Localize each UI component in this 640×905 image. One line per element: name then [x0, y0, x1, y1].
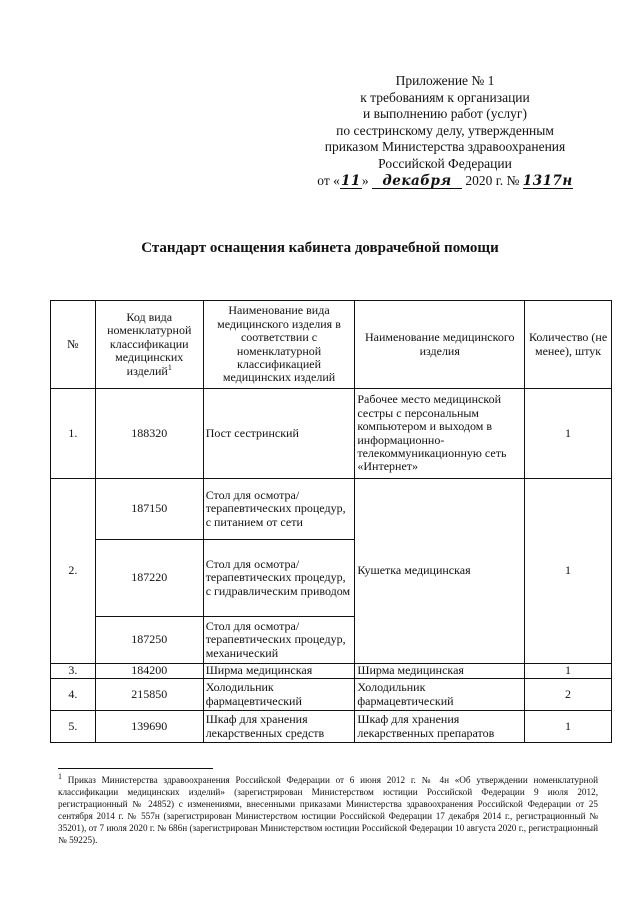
document-title: Стандарт оснащения кабинета доврачебной помощи: [141, 240, 499, 256]
row-num: 3.: [51, 664, 96, 679]
row-num: 5.: [51, 711, 96, 743]
header-quantity: Количество (не менее), штук: [525, 301, 612, 389]
row-code: 187220: [95, 540, 203, 617]
row-code: 187250: [95, 617, 203, 664]
row-quantity: 1: [525, 711, 612, 743]
appendix-header: [300, 73, 590, 189]
row-device-name: Кушетка медицинская: [355, 479, 525, 664]
header-line-6: Российской Федерации: [378, 155, 512, 171]
header-code-footnote-ref: 1: [167, 362, 172, 372]
table-row: [51, 389, 612, 479]
row-quantity: 1: [525, 664, 612, 679]
row-device-name: Ширма медицинская: [355, 664, 525, 679]
row-code: 187150: [95, 479, 203, 540]
equipment-table: [50, 300, 612, 743]
row-type: Стол для осмотра/терапевтических процедур, с питанием от сети: [203, 479, 355, 540]
header-type-name: Наименование вида медицинского изделия в соответствии с номенклатурной классификацией медицинских изделий: [203, 301, 355, 389]
row-type: Ширма медицинская: [203, 664, 355, 679]
footnote: [58, 771, 598, 846]
row-code: 215850: [95, 679, 203, 711]
table-row: [51, 679, 612, 711]
row-num: 1.: [51, 389, 96, 479]
row-code: 184200: [95, 664, 203, 679]
row-device-name: Шкаф для хранения лекарственных препаратов: [355, 711, 525, 743]
row-device-name: Рабочее место медицинской сестры с персональным компьютером и выходом в информационно-телекоммуникационную сеть «Интернет»: [355, 389, 525, 479]
row-type: Шкаф для хранения лекарственных средств: [203, 711, 355, 743]
date-close-quote: »: [361, 172, 369, 188]
table-header-row: [51, 301, 612, 389]
row-num: 2.: [51, 479, 96, 664]
row-type: Пост сестринский: [203, 389, 355, 479]
row-type: Холодильник фармацевтический: [203, 679, 355, 711]
order-day: 11: [340, 172, 361, 189]
row-device-name: Холодильник фармацевтический: [355, 679, 525, 711]
header-device-name: Наименование медицинского изделия: [355, 301, 525, 389]
row-quantity: 1: [525, 479, 612, 664]
header-num: №: [51, 301, 96, 389]
date-prefix: от «: [317, 172, 340, 188]
footnote-divider: [58, 768, 213, 769]
header-line-3: и выполнению работ (услуг): [363, 106, 527, 122]
header-line-1: Приложение № 1: [395, 73, 495, 88]
order-date-line: [300, 173, 590, 190]
order-month: декабря: [372, 174, 462, 189]
row-type: Стол для осмотра/терапевтических процедур, механический: [203, 617, 355, 664]
table-row: [51, 664, 612, 679]
footnote-marker: 1: [58, 771, 62, 781]
row-quantity: 2: [525, 679, 612, 711]
order-year: 2020 г. №: [465, 172, 520, 188]
header-code: [95, 301, 203, 389]
row-quantity: 1: [525, 389, 612, 479]
table-row: [51, 479, 612, 540]
row-code: 139690: [95, 711, 203, 743]
header-line-4: по сестринскому делу, утвержденным: [336, 122, 554, 138]
header-line-5: приказом Министерства здравоохранения: [324, 139, 566, 155]
row-type: Стол для осмотра/терапевтических процедур, с гидравлическим приводом: [203, 540, 355, 617]
header-line-2: к требованиям к организации: [360, 89, 530, 105]
row-num: 4.: [51, 679, 96, 711]
header-code-text: Код вида номенклатурной классификации медицинских изделий: [107, 309, 192, 378]
order-number: 1317н: [522, 172, 573, 189]
table-row: [51, 711, 612, 743]
footnote-text: Приказ Министерства здравоохранения Российской Федерации от 6 июня 2012 г. № 4н «Об утверждении номенклатурной классификации медицинских изделий» (зарегистрирован Министерством юстиции Российской Федерации 9 июля 2012, регистрационный № 24852) с изменениями, внесенными приказами Министерства здравоохранения Российской Федерации от 25 сентября 2014 г. № 557н (зарегистрирован Министерством юстиции Российской Федерации 17 декабря 2014 г., регистрационный № 35201), от 7 июля 2020 г. № 686н (зарегистрирован Министерством юстиции Российской Федерации 10 августа 2020 г., регистрационный № 59225).: [58, 775, 598, 845]
row-code: 188320: [95, 389, 203, 479]
